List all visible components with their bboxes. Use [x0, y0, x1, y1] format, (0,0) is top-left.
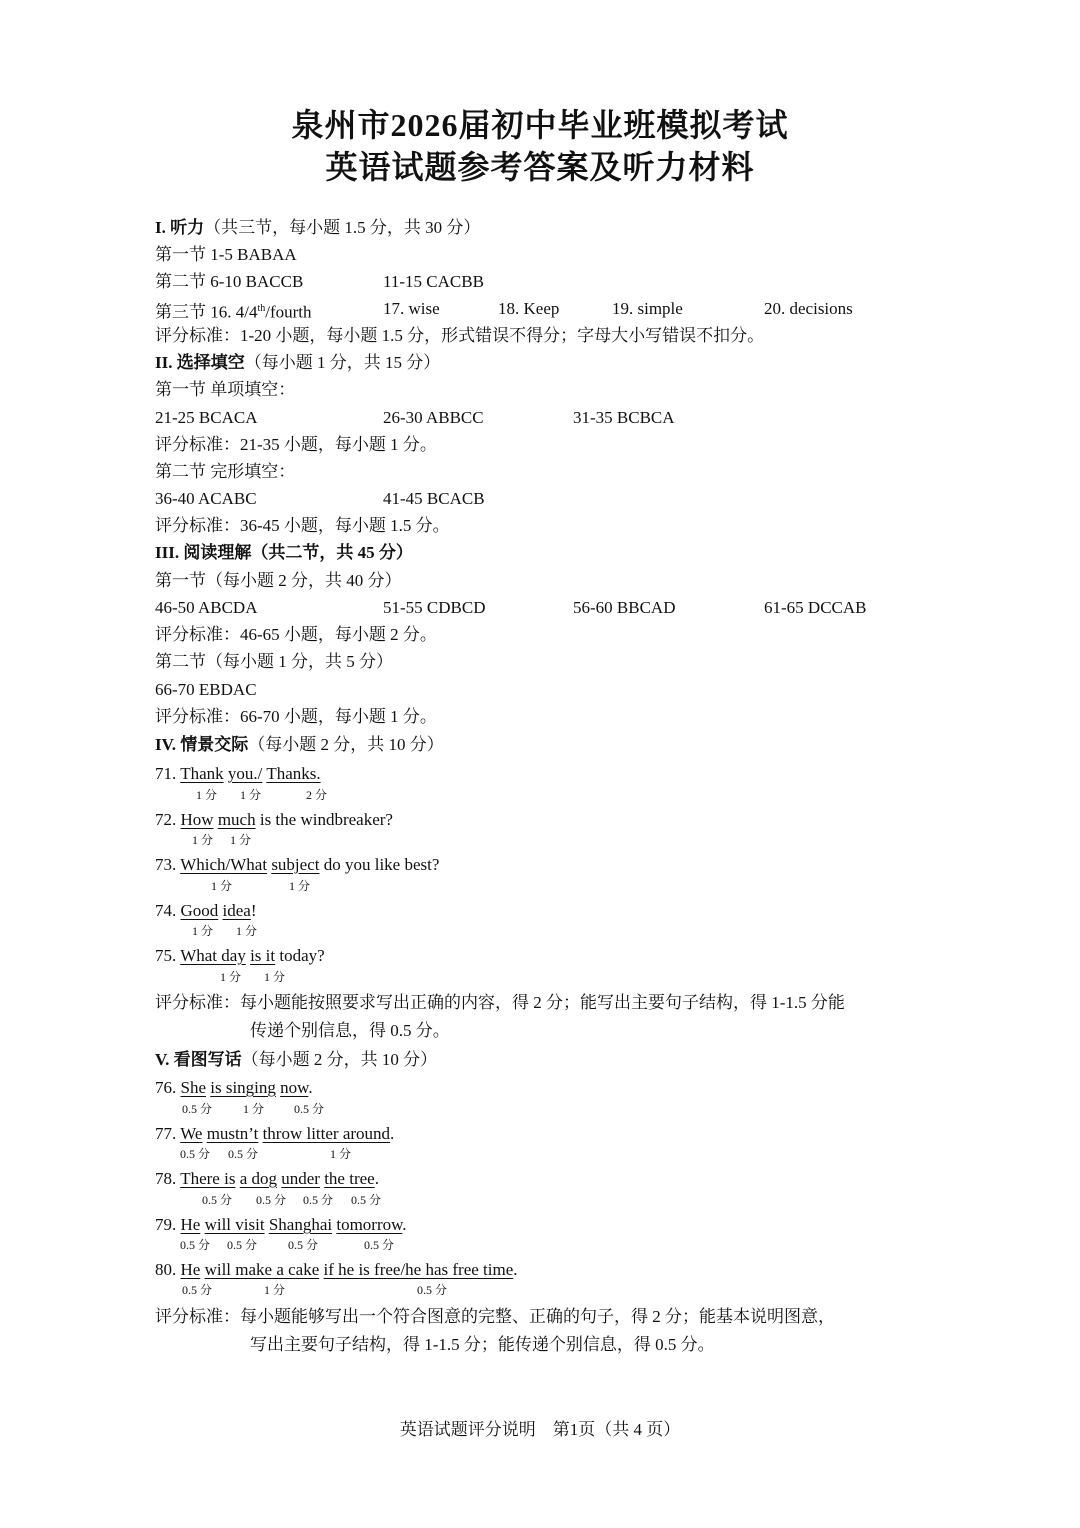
answer-74	[155, 901, 257, 921]
answer-number: 71.	[155, 764, 181, 783]
scored-phrase: throw litter around	[262, 1124, 391, 1143]
answer-number: 73.	[155, 855, 181, 874]
score-label: 1 分	[243, 1102, 265, 1116]
answer-18: 18. Keep	[498, 299, 560, 318]
page-subtitle: 英语试题参考答案及听力材料	[325, 149, 755, 185]
section-2-standard-2: 评分标准：36-45 小题，每小题 1.5 分。	[155, 516, 450, 535]
answer-73	[155, 855, 439, 875]
scored-phrase: idea	[222, 901, 251, 920]
answer-16-sup: th	[257, 303, 266, 314]
answers-51-55: 51-55 CDBCD	[383, 598, 486, 617]
answer-20: 20. decisions	[764, 299, 853, 318]
score-label: 1 分	[230, 833, 252, 847]
scored-phrase: Thank	[180, 764, 224, 783]
sentence-end: .	[374, 1169, 379, 1188]
answer-number: 76.	[155, 1078, 181, 1097]
answer-76	[155, 1078, 313, 1098]
scored-phrase: will visit	[204, 1215, 265, 1234]
sentence-end: .	[390, 1124, 395, 1143]
scored-phrase: much	[217, 810, 256, 829]
score-label: 0.5 分	[294, 1102, 325, 1116]
answer-number: 77.	[155, 1124, 181, 1143]
answer-number: 74.	[155, 901, 181, 920]
answers-36-40: 36-40 ACABC	[155, 489, 257, 508]
scored-phrase: How	[180, 810, 214, 829]
answer-number: 80.	[155, 1260, 181, 1279]
answers-41-45: 41-45 BCACB	[383, 489, 485, 508]
scored-phrase: is singing	[210, 1078, 276, 1097]
answer-number: 78.	[155, 1169, 181, 1188]
answer-80	[155, 1260, 518, 1280]
score-label: 0.5 分	[182, 1102, 213, 1116]
score-label: 1 分	[236, 924, 258, 938]
sentence-end: .	[513, 1260, 518, 1279]
answer-72	[155, 810, 393, 830]
score-label: 0.5 分	[288, 1238, 319, 1252]
scored-phrase: There is	[180, 1169, 236, 1188]
score-label: 1 分	[192, 833, 214, 847]
section-4-title: IV. 情景交际	[155, 735, 249, 754]
sentence-end: .	[308, 1078, 313, 1097]
answer-number: 79.	[155, 1215, 181, 1234]
answers-66-70: 66-70 EBDAC	[155, 680, 257, 699]
answer-16: 第三节 16. 4/4	[155, 302, 258, 322]
answers-56-60: 56-60 BBCAD	[573, 598, 676, 617]
section-3-heading: III. 阅读理解（共二节，共 45 分）	[155, 543, 413, 562]
answer-16-alt: /fourth	[265, 302, 312, 322]
score-label: 0.5 分	[417, 1283, 448, 1297]
section-3-part-1: 第一节（每小题 2 分，共 40 分）	[155, 571, 402, 590]
score-label: 1 分	[192, 924, 214, 938]
scored-phrase: We	[180, 1124, 203, 1143]
scored-phrase: She	[180, 1078, 206, 1097]
score-label: 1 分	[240, 788, 262, 802]
score-label: 0.5 分	[182, 1283, 213, 1297]
section-2-standard-1: 评分标准：21-35 小题，每小题 1 分。	[155, 435, 437, 454]
answers-61-65: 61-65 DCCAB	[764, 598, 867, 617]
scored-phrase: the tree	[324, 1169, 375, 1188]
scored-phrase: will make a cake	[204, 1260, 320, 1279]
score-label: 1 分	[220, 970, 242, 984]
section-5-standard-1: 评分标准：每小题能够写出一个符合图意的完整、正确的句子，得 2 分；能基本说明图意，	[155, 1307, 835, 1326]
answers-31-35: 31-35 BCBCA	[573, 408, 675, 427]
answers-21-25: 21-25 BCACA	[155, 408, 258, 427]
section-5-title: V. 看图写话	[155, 1050, 242, 1069]
score-label: 0.5 分	[227, 1238, 258, 1252]
score-label: 1 分	[264, 970, 286, 984]
scored-phrase: Shanghai	[268, 1215, 333, 1234]
score-label: 0.5 分	[256, 1193, 287, 1207]
section-1-part-3-a	[155, 299, 312, 323]
section-2-part-2: 第二节 完形填空：	[155, 462, 296, 481]
scored-phrase: you./	[227, 764, 263, 783]
section-1-title: I. 听力	[155, 218, 205, 237]
section-1-heading	[155, 218, 480, 238]
score-label: 0.5 分	[202, 1193, 233, 1207]
scored-phrase: Which/What	[180, 855, 268, 874]
score-label: 0.5 分	[351, 1193, 382, 1207]
sentence-rest: today?	[275, 946, 325, 965]
section-2-part-1: 第一节 单项填空：	[155, 380, 296, 399]
score-label: 0.5 分	[180, 1238, 211, 1252]
scored-phrase: if he is free/he has free time	[323, 1260, 514, 1279]
scored-phrase: a dog	[239, 1169, 277, 1188]
scored-phrase: Thanks.	[266, 764, 321, 783]
answer-77	[155, 1124, 394, 1144]
section-4-standard-1: 评分标准：每小题能按照要求写出正确的内容，得 2 分；能写出主要句子结构，得 1-1.5 分能	[155, 993, 845, 1012]
section-4-heading	[155, 735, 444, 755]
section-1-part-2-b: 11-15 CACBB	[383, 272, 484, 291]
score-label: 0.5 分	[364, 1238, 395, 1252]
section-3-part-2: 第二节（每小题 1 分，共 5 分）	[155, 652, 393, 671]
scored-phrase: is it	[250, 946, 276, 965]
score-label: 1 分	[330, 1147, 352, 1161]
sentence-rest: !	[250, 901, 257, 920]
scored-phrase: under	[281, 1169, 320, 1188]
answers-26-30: 26-30 ABBCC	[383, 408, 484, 427]
score-label: 0.5 分	[180, 1147, 211, 1161]
section-1-part-2-a: 第二节 6-10 BACCB	[155, 272, 304, 291]
answer-17: 17. wise	[383, 299, 440, 318]
section-5-heading	[155, 1050, 437, 1070]
score-label: 1 分	[264, 1283, 286, 1297]
score-label: 2 分	[306, 788, 328, 802]
answer-78	[155, 1169, 379, 1189]
section-5-note: （每小题 2 分，共 10 分）	[241, 1050, 438, 1069]
section-2-note: （每小题 1 分，共 15 分）	[244, 353, 441, 372]
section-1-standard: 评分标准：1-20 小题，每小题 1.5 分，形式错误不得分；字母大小写错误不扣分。	[155, 326, 765, 345]
section-3-standard-2: 评分标准：66-70 小题，每小题 1 分。	[155, 707, 437, 726]
scored-phrase: He	[180, 1215, 201, 1234]
section-5-standard-2: 写出主要句子结构，得 1-1.5 分；能传递个别信息，得 0.5 分。	[250, 1335, 715, 1354]
scored-phrase: tomorrow	[336, 1215, 403, 1234]
score-label: 1 分	[211, 879, 233, 893]
section-2-heading	[155, 353, 440, 373]
answer-79	[155, 1215, 407, 1235]
score-label: 1 分	[196, 788, 218, 802]
section-1-note: （共三节，每小题 1.5 分，共 30 分）	[204, 218, 481, 237]
answer-number: 75.	[155, 946, 181, 965]
answers-46-50: 46-50 ABCDA	[155, 598, 258, 617]
answer-19: 19. simple	[612, 299, 683, 318]
section-1-part-1: 第一节 1-5 BABAA	[155, 245, 297, 264]
score-label: 1 分	[289, 879, 311, 893]
section-3-standard-1: 评分标准：46-65 小题，每小题 2 分。	[155, 625, 437, 644]
scored-phrase: now	[280, 1078, 309, 1097]
scored-phrase: subject	[271, 855, 320, 874]
section-4-standard-2: 传递个别信息，得 0.5 分。	[250, 1021, 450, 1040]
scored-phrase: Good	[180, 901, 219, 920]
page-title: 泉州市2026届初中毕业班模拟考试	[291, 107, 789, 143]
score-label: 0.5 分	[303, 1193, 334, 1207]
score-label: 0.5 分	[228, 1147, 259, 1161]
scored-phrase: mustn’t	[206, 1124, 259, 1143]
section-4-note: （每小题 2 分，共 10 分）	[248, 735, 444, 754]
page-footer: 英语试题评分说明 第1页（共 4 页）	[399, 1420, 681, 1439]
answer-71	[155, 764, 321, 784]
answer-number: 72.	[155, 810, 181, 829]
scored-phrase: What day	[180, 946, 246, 965]
answer-75	[155, 946, 325, 966]
section-2-title: II. 选择填空	[155, 353, 245, 372]
sentence-end: .	[402, 1215, 407, 1234]
scored-phrase: He	[180, 1260, 201, 1279]
sentence-rest: is the windbreaker?	[255, 810, 393, 829]
sentence-rest: do you like best?	[319, 855, 440, 874]
